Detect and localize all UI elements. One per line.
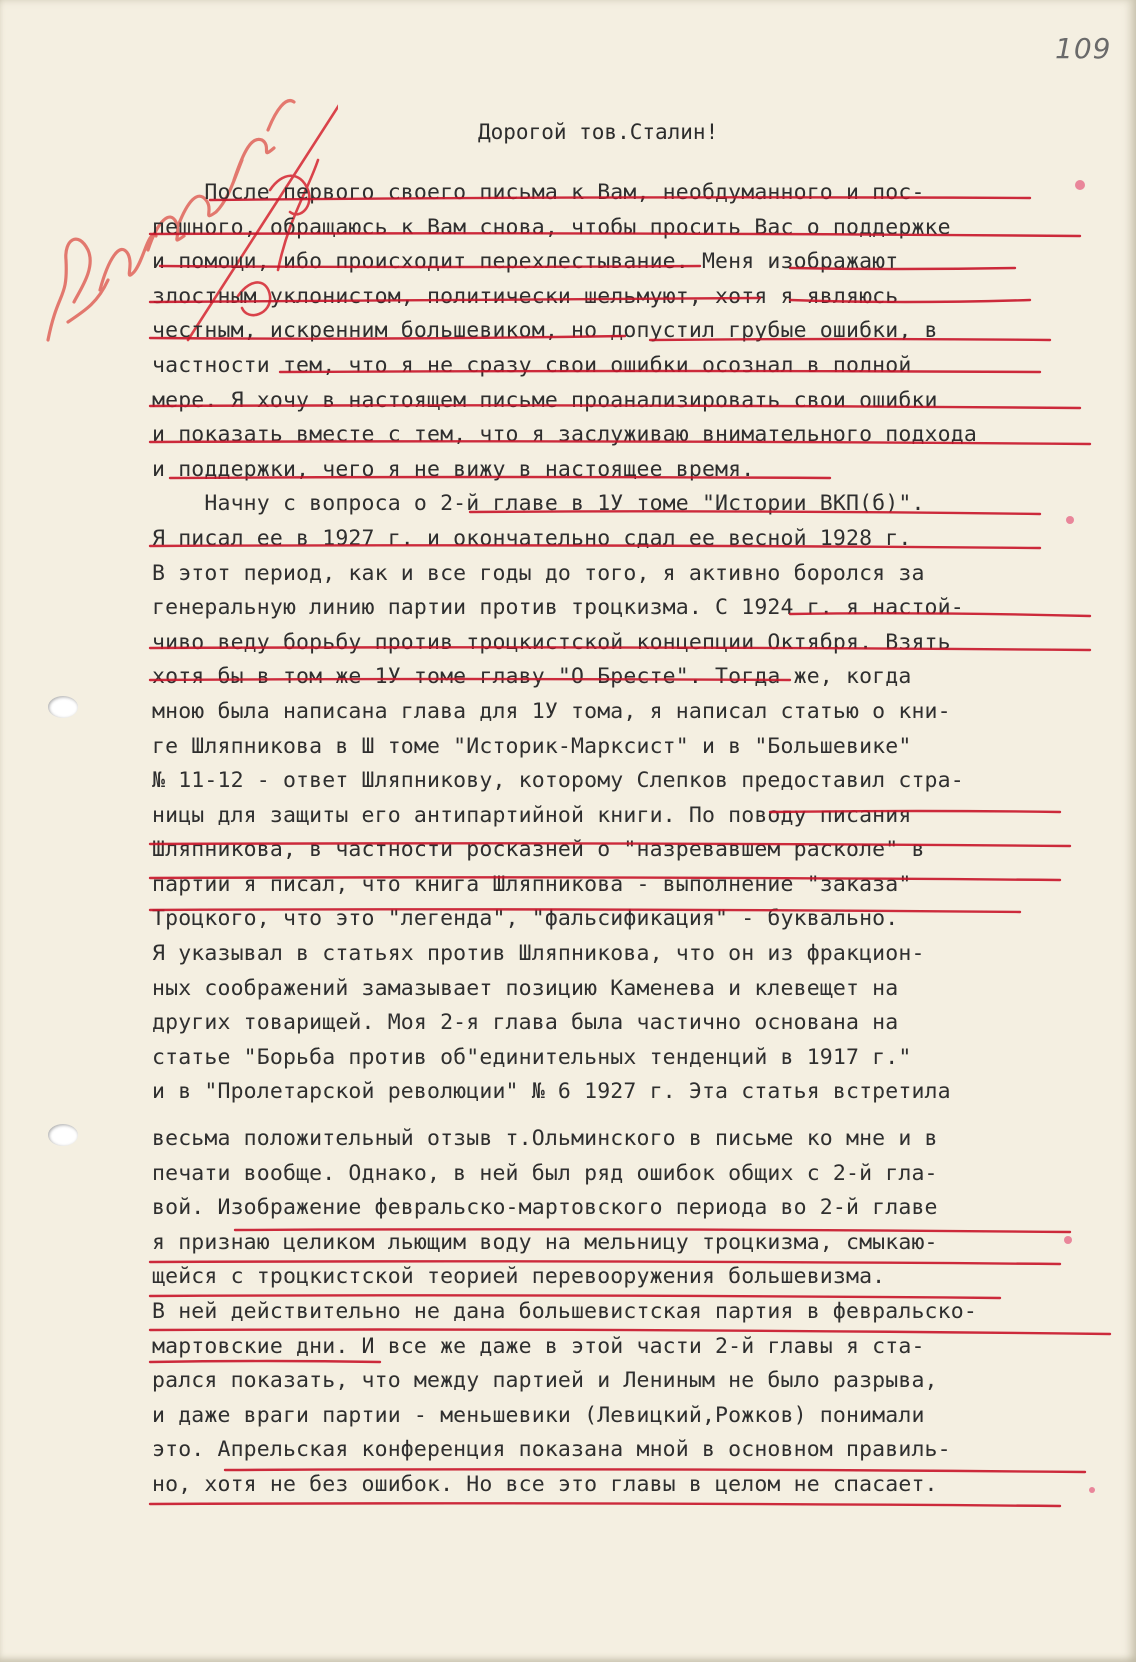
text-line: весьма положительный отзыв т.Ольминского в письме ко мне и в [152, 1126, 938, 1152]
text-line: партии я писал, что книга Шляпникова - выполнение "заказа" [152, 871, 912, 897]
text-line: но, хотя не без ошибок. Но все это главы в целом не спасает. [152, 1471, 938, 1497]
text-line: ге Шляпникова в Ш томе "Историк-Марксист" и в "Большевике" [152, 733, 912, 759]
letter-body [152, 176, 1120, 1503]
text-line: частности тем, что я не сразу свои ошибки осознал в полной [152, 352, 912, 378]
paragraph-gap [152, 1110, 1120, 1122]
text-line: Троцкого, что это "легенда", "фальсификация" - буквально. [152, 906, 899, 932]
text-line: Шляпникова, в частности росказней о "назревавшем расколе" в [152, 837, 925, 863]
text-line: В ней действительно не дана большевистская партия в февральско- [152, 1299, 977, 1324]
punch-hole [48, 696, 78, 718]
text-line: пешного, обращаюсь к Вам снова, чтобы просить Вас о поддержке [152, 214, 951, 240]
text-line: вой. Изображение февральско-мартовского периода во 2-й главе [152, 1195, 938, 1221]
text-line: честным, искренним большевиком, но допустил грубые ошибки, в [152, 318, 938, 344]
text-line: мере. Я хочу в настоящем письме проанализировать свои ошибки [152, 387, 938, 413]
text-line: В этот период, как и все годы до того, я активно боролся за [152, 560, 925, 586]
text-line: и в "Пролетарской революции" № 6 1927 г. Эта статья встретила [152, 1079, 951, 1105]
text-line: мартовские дни. И все же даже в этой части 2-й главы я ста- [152, 1333, 925, 1359]
page-number: 109 [1055, 32, 1112, 65]
text-line: рался показать, что между партией и Лениным не было разрыва, [152, 1368, 938, 1394]
text-line: статье "Борьба против об"единительных тенденций в 1917 г." [152, 1044, 912, 1070]
text-line: Я указывал в статьях против Шляпникова, что он из фракцион- [152, 941, 925, 967]
text-line: я признаю целиком льющим воду на мельницу троцкизма, смыкаю- [152, 1229, 938, 1255]
text-line: и помощи, ибо происходит перехлестывание. Меня изображают [152, 249, 899, 275]
text-line: хотя бы в том же 1У томе главу "О Бресте". Тогда же, когда [152, 664, 912, 690]
text-line: ных соображений замазывает позицию Каменева и клевещет на [152, 975, 899, 1001]
text-line: щейся с троцкистской теорией перевооружения большевизма. [152, 1264, 886, 1290]
letter-salutation: Дорогой тов.Сталин! [478, 120, 719, 144]
text-line: Начну с вопроса о 2-й главе в 1У томе "Истории ВКП(б)". [152, 491, 925, 517]
text-line: и поддержки, чего я не вижу в настоящее время. [152, 456, 755, 482]
text-line: и даже враги партии - меньшевики (Левицкий,Рожков) понимали [152, 1402, 925, 1428]
text-line: Я писал ее в 1927 г. и окончательно сдал ее весной 1928 г. [152, 525, 912, 551]
underline [150, 1503, 1060, 1506]
text-line: других товарищей. Моя 2-я глава была частично основана на [152, 1010, 899, 1036]
text-line: мною была написана глава для 1У тома, я написал статью о кни- [152, 698, 951, 724]
text-line: это. Апрельская конференция показана мной в основном правиль- [152, 1437, 951, 1463]
text-line: После первого своего письма к Вам, необдуманного и пос- [152, 180, 925, 205]
text-line: ницы для защиты его антипартийной книги. По поводу писания [152, 802, 912, 828]
text-line: чиво веду борьбу против троцкистской концепции Октября. Взять [152, 629, 951, 655]
text-line: генеральную линию партии против троцкизма. С 1924 г. я настой- [152, 595, 964, 621]
punch-hole [48, 1124, 78, 1146]
text-line: № 11-12 - ответ Шляпникову, которому Слепков предоставил стра- [152, 768, 964, 794]
text-line: злостным уклонистом, политически шельмуют, хотя я являюсь [152, 283, 899, 309]
text-line: печати вообще. Однако, в ней был ряд ошибок общих с 2-й гла- [152, 1160, 938, 1186]
text-line: и показать вместе с тем, что я заслуживаю внимательного подхода [152, 422, 977, 448]
